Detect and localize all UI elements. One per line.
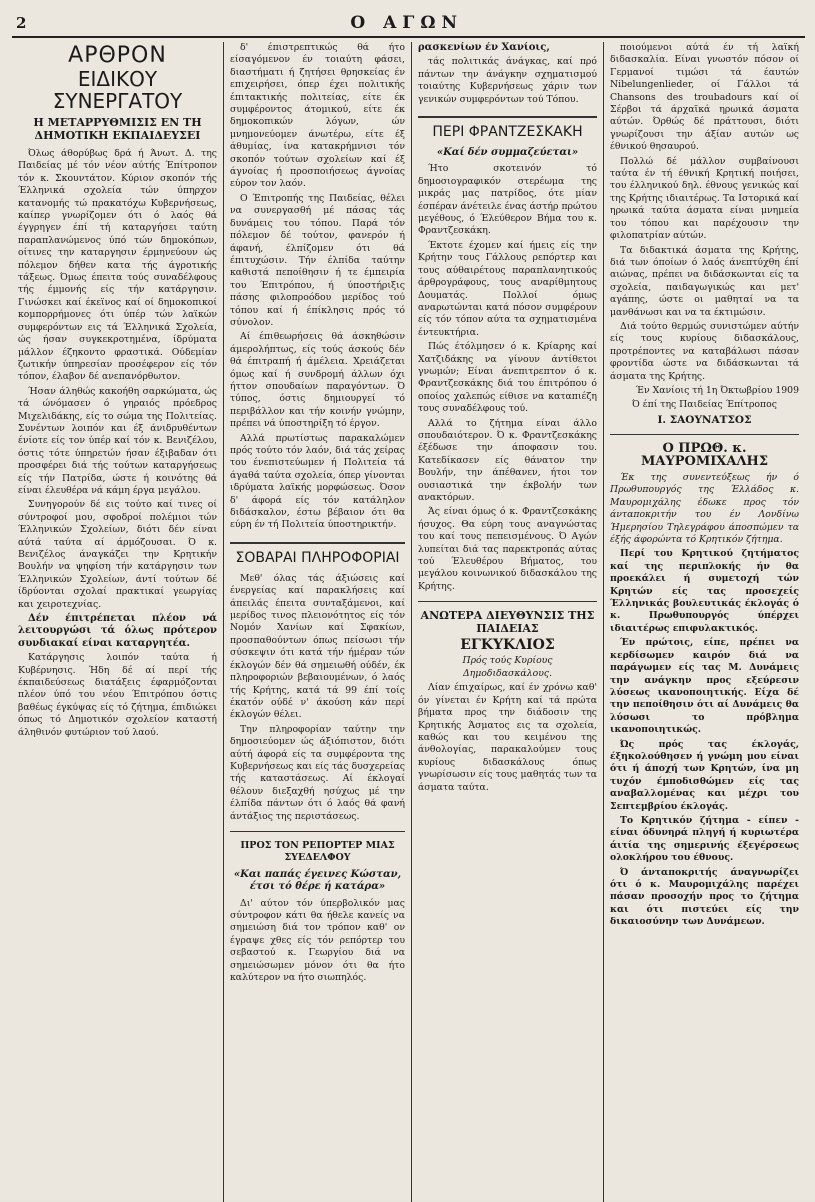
paragraph: Διά τούτο θερμώς συνιστώμεν αύτήν είς τους κυρίους διδασκάλους, προτρέποντες να καταβάλωσι πάσαν φροντίδα ώστε να διδάσκωνται τά άσματα της Κρήτης. xyxy=(610,320,799,382)
paragraph: Τα διδακτικά άσματα της Κρήτης, διά των όποίων ό λαός άνεπτύχθη έπί αιώνας, πρέπει να διδάσκωνται είς τα σχολεία, παιδαγωγικώς και μετ' αγάπης, ώστε οι μαθηταί να τα μανθάνωσι και να τα έκτιμώσιν. xyxy=(610,244,799,318)
bold-paragraph: Δέν έπιτρέπεται πλέον νά λειτουργώσι τά όλως πρότερον συνδιακαί είναι καταργητέα. xyxy=(18,613,217,649)
column-2 xyxy=(224,42,412,1202)
paragraph: Άς είναι όμως ό κ. Φραντζεσκάκης ήσυχος. Θα εύρη τους αναγνώστας του καί τους πεπεισμένους. Ό Αγών λυπείται διά τας παρεκτροπάς αύτας τού Έλευθέρου Βήματος, του μεγάλου κοινωνικού διδασκάλου της Κρήτης. xyxy=(418,506,597,592)
column-4 xyxy=(604,42,805,1202)
section-heading: ΠΡΟΣ ΤΟΝ ΡΕΠΟΡΤΕΡ ΜΙΑΣ ΣΥΕΔΕΛΦΟΥ xyxy=(240,839,395,864)
paragraph: Όλως άθορύβως δρά ή Άνωτ. Δ. της Παιδείας μέ τόν νέον αύτής Έπίτροπον τόν κ. Σκουντάτον. Κύριον σκοπόν τής Έλληνικά σχολεία τών ύπηρχον κατανομής τώ πρακατόχω Κυβερνήσεως, καίπερ γνωρίζομεν ότι ό λαός θά έγγρηγεν έπί τή καταργήσει ταύτη παραπλανώμενος ύπό τών δημοκόπων, οίτινες την καταργησιν έρμηνεύουν ώς πόλεμον δήθεν κατα τής άγροτικής τάξεως. Όμως έπειτα τούς συναδέλφους τής έμμονής είς τήν κατάργησιν. Γινώσκει καί έκεϊνος καί οί δημοκοπικοί κομπορρήμονες ότι ύπέρ τών λαϊκών συμφερόντων εις τά Έλληνικά Σχολεία, ώς ήσαν συγκεκροτημένα, ίδρύματα μάλλον έζηκοντο φραστικά. Ούδεμίαν ζωτικήν ύπηρεσίαν προσέφερον είς τόν τόπον, έλαβον δέ ανεπανόρθωτον. xyxy=(18,148,217,383)
masthead: Ο ΑΓΩΝ xyxy=(350,13,464,33)
paragraph: Λίαν έπιχαίρως, καί έν χρόνω καθ' όν γίνεται έν Κρήτη καί τά πρώτα βήματα προς την διάδοσιν της Κρητικής Άσματος εις τα σχολεία, καθώς και του κειμένου της άνθολογίας, παρακαλούμεν τους κυρίους διδασκάλους όπως γνωρίσωσιν είς τους μαθητάς των τα άσματα ταύτα. xyxy=(418,682,597,793)
paragraph: Ήτο σκοτεινόν τό δημοσιογραφικόν στερέωμα της μικράς μας πατρίδος, ότε μίαν έσπέραν άνέτειλε ένας άστήρ πρώτου μεγέθους, ό Έλεύθερον Βήμα του κ. Φραντζεσκάκη. xyxy=(418,163,597,237)
paragraph: Αλλά το ζήτημα είναι άλλο σπουδαιότερον. Ό κ. Φραντζεσκάκης έξέδωσε την άποφασιν του. Κατεδίκασεν είς θάνατον την Βουλήν, την άπέθανεν, ήτοι τον ουσιαστικά την έκβολήν των ανακτόρων. xyxy=(418,417,597,503)
divider xyxy=(230,831,405,832)
intro-paragraph: Έκ της συνεντεύξεως ήν ό Πρωθυπουργός της Έλλάδος κ. Μαυρομιχάλης έδωκε προς τόν άνταποκριτήν του έν Λονδίνω Ήμερησίου Τηλεγράφου άποσπώμεν τα έξής άφορώντα τό Κρητικόν ζήτημα. xyxy=(610,472,799,546)
paragraph: Πολλώ δέ μάλλον συμβαίνουσι ταύτα έν τή έθνική Κρητική ποιήσει, του έλληνικού δηλ. έθνους γενικώς καί της Κρήτης ιδιαιτέρως. Τα Ιστορικά καί ηρωικά ταύτα άσματα είναι μνημεία του τόπου και παρέχουσιν την φιλοπατρίαν αύτών. xyxy=(610,155,799,242)
section-heading: ΑΝΩΤΕΡΑ ΔΙΕΥΘΥΝΣΙΣ ΤΗΣ ΠΑΙΔΕΙΑΣ xyxy=(420,609,595,635)
section-heading: ΠΕΡΙ ΦΡΑΝΤΖΕΣΚΑΚΗ xyxy=(418,116,597,141)
date-line: Έν Χανίοις τή 1η Όκτωβρίου 1909 xyxy=(635,384,799,396)
bold-paragraph: Ό άνταποκριτής άναγνωρίζει ότι ό κ. Μαυρομιχάλης παρέχει πάσαν προσοχήν προς το ζήτημα και ότι πιστεύει είς την δικαιοσύνην των Δυνάμεων. xyxy=(610,866,799,928)
section-heading: ΕΓΚΥΚΛΙΟΣ xyxy=(460,637,555,654)
bold-paragraph: Το Κρητικόν ζήτημα - είπεν - είναι όδυνηρά πληγή ή κυριωτέρα άιτία της σημερινής έξεγέρσεως ολοκλήρου του έθνους. xyxy=(610,814,799,864)
paragraph: Δι' αύτον τόν ύπερβολικόν μας σύντροφον κάτι θα ήθελε κανείς να σημειώση διά τον τρόπον καθ' ον έγραψε χθες είς τόν ρεπόρτερ του σεβαστού κ. Γεωργίου διά να σημειώσωμεν μόνον ότι θα ήτο καλύτερον να ήτο σιωπηλός. xyxy=(230,897,405,984)
article-subtitle: Η ΜΕΤΑΡΡΥΘΜΙΣΙΣ ΕΝ ΤΗ ΔΗΜΟΤΙΚΗ ΕΚΠΑΙΔΕΥΣΕΙ xyxy=(33,116,202,142)
bold-lead: ρασκενίων έν Χανίοις, xyxy=(418,42,550,53)
circular-intro: Πρός τούς Κυρίους Δημοδιδασκάλους. xyxy=(462,655,553,679)
bold-paragraph: Ώς πρός τας έκλογάς, έξηκολούθησεν ή γνώμη μου είναι ότι ή άποχή των Κρητών, ίνα μη τυχόν έμποδισθώμεν είς τας αναβαλλομένας και μέχρι του Σεπτεμβρίου έκλογάς. xyxy=(610,738,799,812)
column-1 xyxy=(12,42,224,1202)
paragraph: τάς πολιτικάς άνάγκας, καί πρό πάντων την άνάγκην σχηματισμού τοιαύτης Κυβερνήσεως χάριν των γενικών συμφερόντων τού Τόπου. xyxy=(418,56,597,105)
paragraph: ποιούμενοι αύτά έν τή λαϊκή διδασκαλία. Είναι γνωστόν πόσον οί Γερμανοί τιμώσι τά έαυτών Nibelungenlieder, οί Γάλλοι τά Chansons des troubadours καί οί Σέρβοι τά άρχαϊκά ηρωικά άσματα αύτών. Όρθώς δέ πράττουσι, διότι γνωρίζουσι την άξίαν αυτών ως έθνικού θησαυρού. xyxy=(610,42,799,153)
page-number: 2 xyxy=(16,14,27,32)
article-title-2: ΕΙΔΙΚΟΥ ΣΥΝΕΡΓΑΤΟΥ xyxy=(52,67,183,113)
paragraph: Ήσαν άληθώς κακοήθη σαρκώματα, ώς τά ώνόμασεν ό γηραιός πρόεδρος Μιχελιδάκης, είς το σώμα της Πολιτείας. Συνέντων λοιπόν και έξ άνιδρυθέντων ένίοτε είς τον ύπέρ καί τόν κ. Βενιζέλου, όστις τότε ύπηρετών ήσαν έξιβαδαν ότι προσφέρει διά τής τούτων καταργήσεως είς τήν Πατρίδα, ώστε ή κοινότης θά είναι έλευθέρα νά κάμη έργα μεγάλου. xyxy=(18,385,217,496)
section-heading: Ο ΠΡΩΘ. κ. ΜΑΥΡΟΜΙΧΑΛΗΣ xyxy=(640,441,769,469)
column-3 xyxy=(412,42,604,1202)
paragraph: Πώς έτόλμησεν ό κ. Κρίαρης καί Χατζιδάκης να γίνουν άντίθετοι γνωμών; Είναι άνεπιτρεπτον ό κ. Φραντζεσκάκης διά του έπιτρόπου ό οποίος χαλεπώς είθισε να καταπιέζη τους συναδέλφους τού. xyxy=(418,341,597,415)
paragraph: Αλλά πρωτίστως παρακαλώμεν πρός τούτο τόν λαόν, διά τάς χείρας του ένεπιστεύωμεν ή Πολιτεία τά άγαθά ταύτα σχολεία, όπερ γίνονται ιδρύματα λαϊκής μορφώσεως. Όσον δ' άφορά είς τόν κατάληλον διδάσκαλον, έστω βέβαιον ότι θα εύρη έν τή Πολιτεία ύποστηρικτήν. xyxy=(230,432,405,531)
bold-paragraph: Έν πρώτοις, είπε, πρέπει να κερδίσωμεν καιρόν διά να παράγωμεν είς τας Μ. Δυνάμεις την ανάγκην προς εξεύρεσιν λύσεως ικανοποιητικής. Είχα δέ την πεποίθησιν ότι αί Δυνάμεις θα λύσωσι το πρόβλημα ικανοποιητικώς. xyxy=(610,637,799,736)
paragraph: Μεθ' όλας τάς άξιώσεις καί ένεργείας καί παρακλήσεις καί άπειλάς έπειτα συνταξάμενοι, καί μερίδος τινος πλειονότητος είς τόν Νομόν Χανίων καί Σφακίων, προσπαθούντων όπως πείσωσι τήν σύσκεψιν ότι κατά τήν ήμέραν τών έκλογών δέν θά σημειωθή ούδέν, έκ πληροφοριών βεβαιουμένων, ό λαός τής Κρήτης, κατά τά 99 έπί τοίς έκατόν ούδέ ν' άκούση κάν περί έκλογών θέλει. xyxy=(230,572,405,721)
paragraph: δ' έπιστρεπτικώς θά ήτο είσαγόμενον έν τοιαύτη φάσει, διαστήματι ή ζητήσει θρησκείας έν επιχειρήσει, όπερ έχει πολιτικής έπιτακτικής πολιτείας, είτε έκ συμφέροντος άτομικού, είτε έκ δημοκοπικών λόγων, ών μνημονεύομεν άνωτέρω, είτε έξ άθυμίας, ίνα κατακρήμνισι τόν σκοπόν τούτων σχολείων καί έξ άγνοίας ή προσποιήσεως άγνοίας εύρον τον λαόν. xyxy=(230,42,405,190)
paragraph: Την πληροφορίαν ταύτην την δημοσιεύομεν ώς άξιόπιστον, διότι αύτή άφορά είς τα συμφέροντα της Κυβερνήσεως και είς τάς δυσχερείας τής καταστάσεως. Αί έκλογαί θέλουν διεξαχθή ησύχως μέ την έλπίδα πάντων ότι ό λαός θά φανή άντάξιος της περιστάσεως. xyxy=(230,723,405,822)
signer-title: Ό έπί της Παιδείας Έπίτροπος xyxy=(632,399,777,411)
paragraph: Αί έπιθεωρήσεις θά άσκηθώσιν άμερολήπτως, είς τούς άσκούς δέν θά έπιτραπή ή άμέλεια. Χρειάζεται όμως καί ή συνδρομή άλλων όχι ήττον σπουδαίων παραγόντων. Ό τύπος, όστις δημιουργεί τό περιβάλλον και τήν κοινήν γνώμην, πρέπει νά ύποστηρίξη τό έργον. xyxy=(230,331,405,430)
divider xyxy=(418,601,597,602)
divider xyxy=(610,434,799,435)
article-title: ΑΡΘΡΟΝ xyxy=(68,43,167,68)
columns xyxy=(12,42,805,1202)
signer-name: Ι. ΣΑΟΥΝΑΤΣΟΣ xyxy=(657,413,752,426)
paragraph: Έκτοτε έχομεν καί ήμεις είς την Κρήτην τους Γάλλους ρεπόρτερ και τους αύθαιρέτους παραπλανητικούς άρθρογράφους, τους αναρίθμητους Δουματάς. Πολλοί όμως αναρωτώνται κατά πόσον συμφέρουν είς τόν τόπον αύτα τα σχηματισμένα έντευκτήρια. xyxy=(418,239,597,338)
page-header xyxy=(12,10,805,38)
quote: «Καί δέν συμμαζεύεται» xyxy=(436,147,579,159)
quote: «Και παπάς έγεινες Κώσταν, έτσι τό θέρε ή κατάρα» xyxy=(233,868,402,893)
paragraph: Ο Έπιτροπής της Παιδείας, θέλει να συνεργασθή μέ πάσας τάς δυνάμεις του τόπου. Παρά τόν πόλεμον δέ τούτον, φανερόν ή άφανή, έλπίζομεν ότι θά έπιτυχώσιν. Τήν έλπίδα ταύτην καθιστά πεποίθησιν ή τε έμπειρία του Έπιτρόπου, ή ύποστήριξις πάσης φιλοπροόδου μερίδος τού τόπου καί ή έπίκλησις πρός τό σύνολον. xyxy=(230,192,405,328)
section-heading: ΣΟΒΑΡΑΙ ΠΛΗΡΟΦΟΡΙΑΙ xyxy=(230,542,405,567)
paragraph: Συνηγορούν δέ εις τούτο καί τινες οί σύντροφοί μου, σφοδροί πολέμιοι τών Έλληνικών Σχολείων, διότι δέν είναι αύτά ταύτα αί άρμόζουσαι. Ό κ. Βενιζέλος άναγκάζει την Κρητικήν Βουλήν να ψηφίση τήν κατάργησιν των Έλληνικών Σχολείων, άντί τούτων δέ ίδρύονται σχολαί πρακτικαί γεωργίας και χειροτεχνίας. xyxy=(18,499,217,610)
bold-paragraph: Περί του Κρητικού ζητήματος καί της περιπλοκής ήν θα προεκάλει ή συμετοχή τών Κρητών είς τας προσεχείς Έλληνικάς βουλευτικάς έκλογάς ό κ. Πρωθυπουργός ύπέρχει ιδιαιτέρως επιφυλακτικός. xyxy=(610,548,799,634)
paragraph: Κατάργησις λοιπόν ταύτα ή Κυβέρνησις. Ήδη δέ αί περί τής έκπαιδεύσεως διατάξεις έφαρμόζονται πλέον ύπό του νέου Έπιτρόπου όστις βαθέως έγκύψας είς τό ζήτημα, έπιδιώκει όπως τό Δημοτικόν σχολείον καταστή άληθινόν φυτώριον τού λαού. xyxy=(18,652,217,738)
